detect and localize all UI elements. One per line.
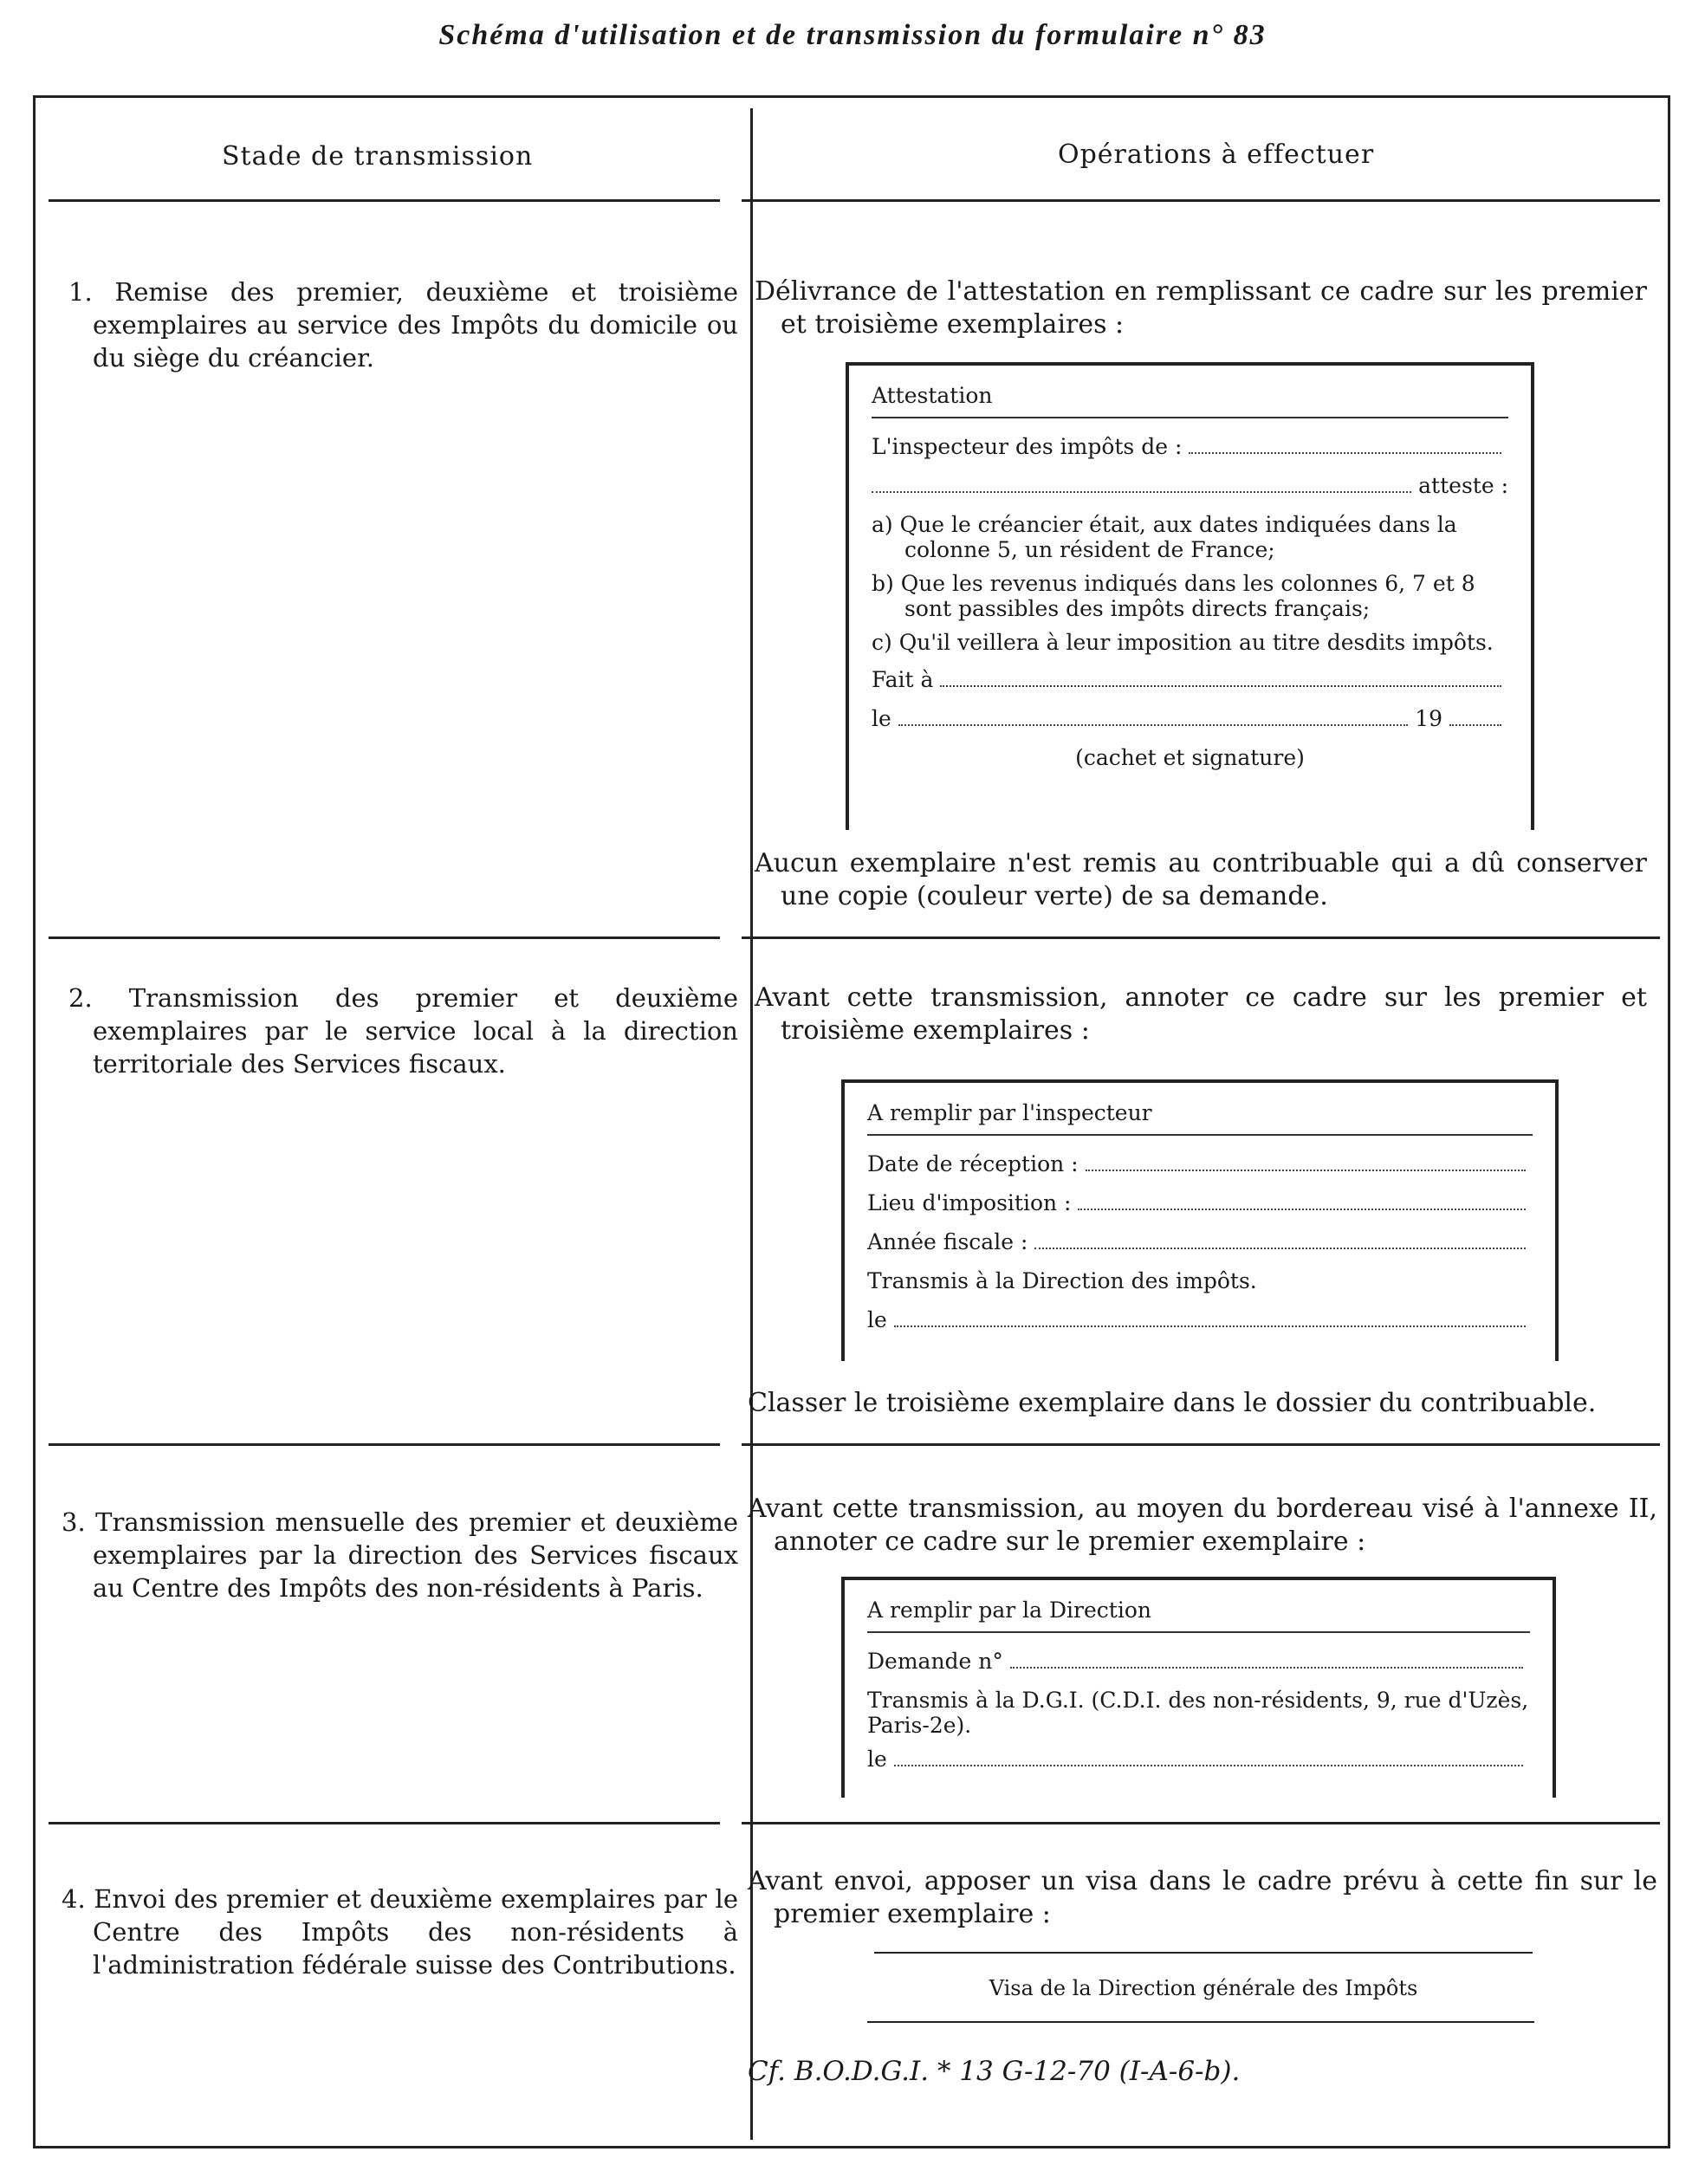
le-label-2: le [867, 1307, 887, 1332]
inspector-box [841, 1079, 1559, 1361]
year-field [1449, 723, 1501, 726]
le-field-2 [894, 1325, 1526, 1327]
stage-2: 2. Transmission des premier et deuxième exemplaires par le service local à la direction territoriale des Services fiscaux. [68, 983, 738, 1079]
header-rule-right [742, 199, 1660, 202]
column-divider [750, 108, 753, 2140]
inspector-box-title: A remplir par l'inspecteur [867, 1100, 1533, 1136]
inspector-field-continued [872, 490, 1411, 493]
clause-b: b) Que les revenus indiqués dans les colonnes 6, 7 et 8 sont passibles des impôts directs français; [872, 571, 1475, 621]
direction-box-title: A remplir par la Direction [867, 1597, 1530, 1633]
header-operations: Opérations à effectuer [1058, 139, 1375, 170]
operation-3-intro: Avant cette transmission, au moyen du bordereau visé à l'annexe II, annoter ce cadre sur le premier exemplaire : [748, 1494, 1657, 1557]
row-rule-3-left [49, 1822, 720, 1824]
date-field [898, 723, 1408, 726]
le-label-3: le [867, 1747, 887, 1772]
clause-a: a) Que le créancier était, aux dates indiquées dans la colonne 5, un résident de France; [872, 512, 1457, 562]
le-label: le [872, 706, 891, 731]
attestation-box [846, 362, 1534, 830]
clause-c: c) Qu'il veillera à leur imposition au titre desdits impôts. [872, 630, 1494, 655]
row-rule-3-right [742, 1822, 1660, 1824]
document-title: Schéma d'utilisation et de transmission du formulaire n° 83 [438, 19, 1267, 51]
fait-field [940, 684, 1501, 687]
reference-note: Cf. B.O.D.G.I. * 13 G-12-70 (I-A-6-b). [748, 2056, 1241, 2087]
cachet-signature: (cachet et signature) [1075, 745, 1305, 770]
reception-field [1086, 1169, 1526, 1171]
visa-rule-bottom [867, 2021, 1534, 2023]
row-rule-1-right [742, 936, 1660, 939]
operation-2-intro: Avant cette transmission, annoter ce cadre sur les premier et troisième exemplaires : [755, 982, 1647, 1046]
visa-rule-top [874, 1952, 1533, 1954]
operation-2-note: Classer le troisième exemplaire dans le dossier du contribuable. [748, 1388, 1597, 1418]
operation-1-intro: Délivrance de l'attestation en remplissant ce cadre sur les premier et troisième exemplaires : [755, 276, 1647, 340]
le-field-3 [894, 1764, 1523, 1766]
header-stage: Stade de transmission [222, 141, 534, 172]
stage-4: 4. Envoi des premier et deuxième exemplaires par le Centre des Impôts des non-résidents à l'administration fédérale suisse des Contributions. [62, 1884, 738, 1980]
attestation-title: Attestation [872, 383, 1508, 418]
inspector-label: L'inspecteur des impôts de : [872, 434, 1183, 459]
inspector-field [1189, 451, 1501, 454]
annee-field [1034, 1247, 1526, 1249]
transmis-dgi: Transmis à la D.G.I. (C.D.I. des non-résidents, 9, rue d'Uzès, Paris-2e). [867, 1688, 1529, 1738]
demande-label: Demande n° [867, 1649, 1003, 1674]
table-frame [33, 95, 1670, 2148]
row-rule-2-left [49, 1443, 720, 1446]
row-rule-1-left [49, 936, 720, 939]
operation-1-note: Aucun exemplaire n'est remis au contribuable qui a dû conserver une copie (couleur verte) de sa demande. [755, 848, 1647, 911]
year-label: 19 [1415, 706, 1442, 731]
demande-field [1010, 1666, 1523, 1669]
operation-4-intro: Avant envoi, apposer un visa dans le cadre prévu à cette fin sur le premier exemplaire : [748, 1866, 1657, 1929]
transmis-label: Transmis à la Direction des impôts. [867, 1268, 1257, 1293]
lieu-label: Lieu d'imposition : [867, 1190, 1072, 1215]
lieu-field [1078, 1208, 1526, 1210]
annee-label: Année fiscale : [867, 1229, 1028, 1254]
direction-box [841, 1577, 1556, 1798]
header-rule-left [49, 199, 720, 202]
reception-label: Date de réception : [867, 1151, 1079, 1176]
stage-3: 3. Transmission mensuelle des premier et deuxième exemplaires par la direction des Services fiscaux au Centre des Impôts des non-résidents à Paris. [62, 1507, 738, 1603]
fait-label: Fait à [872, 667, 934, 692]
row-rule-2-right [742, 1443, 1660, 1446]
visa-label: Visa de la Direction générale des Impôts [989, 1976, 1418, 2000]
stage-1: 1. Remise des premier, deuxième et troisième exemplaires au service des Impôts du domicile ou du siège du créancier. [68, 277, 738, 373]
atteste-label: atteste : [1418, 473, 1508, 498]
